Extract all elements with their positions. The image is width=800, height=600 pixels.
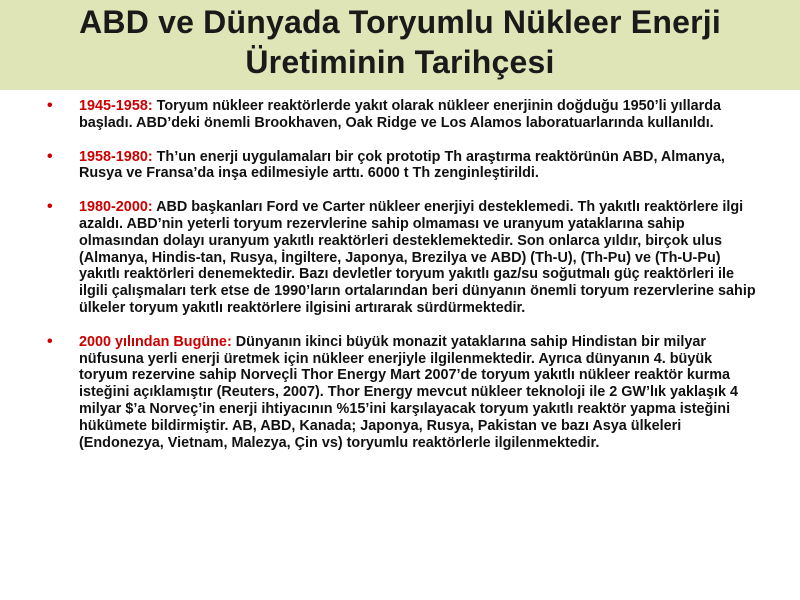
period-text: Dünyanın ikinci büyük monazit yataklarına sahip Hindistan bir milyar nüfusuna yerli enerji üretmek için nükleer enerjiyle ilgilenmektedir. Ayrıca dünyanın 4. büyük toryum rezervine sahip Norveçli Thor Energy Mart 2007’de toryum yakıtlı nükleer reaktör kurma isteğini açıklamıştır (Reuters, 2007). Thor Energy mevcut nükleer teknoloji ile 2 GW’lık yaklaşık 4 milyar $’a Norveç’in enerji ihtiyacının %15’ini karşılayacak toryum yakıtlı reaktör yapma isteğini hükümete bildirmiştir. AB, ABD, Kanada; Japonya, Rusya, Pakistan ve bazı Asya ülkeleri (Endonezya, Vietnam, Malezya, Çin vs) toryumlu reaktörlerle ilgilenmektedir. [79,333,739,451]
bullet-item-1945-1958 [0,98,800,132]
period-label: 1958-1980: [79,148,153,165]
slide-title-line-1: ABD ve Dünyada Toryumlu Nükleer Enerji [79,4,721,40]
bullet-list [0,98,800,451]
bullet-item-2000-bugune [0,334,800,452]
spacer [0,132,800,149]
spacer [0,182,800,199]
bullet-dot-icon: • [47,198,53,216]
period-label: 1980-2000: [79,199,153,216]
bullet-item-1958-1980 [0,149,800,183]
bullet-dot-icon: • [47,332,53,350]
spacer [0,317,800,334]
bullet-dot-icon: • [47,97,53,114]
bullet-item-1980-2000 [0,199,800,317]
period-text: Th’un enerji uygulamaları bir çok prototip Th araştırma reaktörünün ABD, Almanya, Rusya ve Fransa’da inşa edilmesiyle arttı. 6000 t Th zenginleştirildi. [79,148,725,182]
slide-title-line-2: Üretiminin Tarihçesi [245,44,555,80]
period-text: ABD başkanları Ford ve Carter nükleer enerjiyi desteklemedi. Th yakıtlı reaktörlere ilgi azaldı. ABD’nin yeterli toryum rezervlerine sahip olmaması ve uranyum yataklarına sahip olmasından dolayı uranyum yakıtlı reaktörleri desteklemektedir. Son onlarca yıldır, birçok ulus (Almanya, Hindis-tan, Rusya, İngiltere, Japonya, Brezilya ve ABD) (Th-U), (Th-Pu) ve (Th-U-Pu) yakıtlı reaktörleri denemektedir. Bazı devletler toryum yakıtlı gaz/su soğutmalı güç reaktörleri ile ilgili çalışmaları terk etse de 1990’ların ortalarından beri dünyanın önemli toryum rezervlerine sahip ülkeler toryum yakıtlı reaktörlere ilgisini artırarak sürdürmektedir. [79,199,756,316]
bullet-dot-icon: • [47,147,53,165]
slide-title-bar [0,0,800,90]
period-text: Toryum nükleer reaktörlerde yakıt olarak nükleer enerjinin doğduğu 1950’li yıllarda başladı. ABD’deki önemli Brookhaven, Oak Ridge ve Los Alamos laboratuarlarında kullanıldı. [79,98,721,131]
period-label: 2000 yılından Bugüne: [79,333,232,350]
period-label: 1945-1958: [79,98,153,114]
